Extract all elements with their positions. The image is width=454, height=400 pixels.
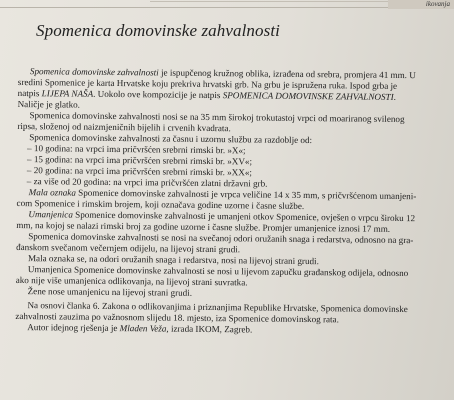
text-line: Žene nose umanjenicu na lijevoj strani grudi.: [27, 286, 193, 298]
text-line: ako nije više umanjenica odlikovanja, na lijevoj strani suvratka.: [15, 274, 248, 288]
text-line: Umanjenica Spomenice domovinske zahvalnosti se nosi u lijevom zapučku građanskog odijela, odnosno: [27, 264, 409, 279]
text-line: Spomenica domovinske zahvalnosti za časnu i uzornu službu za razdoblje od:: [29, 132, 313, 146]
text-line: Mala oznaka se, na odori oružanih snaga i redarstva, nosi na lijevoj strani grudi.: [27, 253, 319, 267]
header-rule: [0, 7, 454, 8]
list-item: – 10 godina: na vrpci ima pričvršćen srebrni rimski br. »X«;: [27, 143, 246, 156]
text-line: mm, na kojoj se nalazi rimski broj za godine uzorne i časne službe. Promjer umanjenice iznosi 17 mm.: [16, 219, 391, 234]
text-line: Spomenica domovinske zahvalnosti se nosi na svečanoj odori oružanih snaga i redarstva, odnosno na gra-: [28, 231, 414, 246]
text-line: com Spomenice i rimskim brojem, koji označava godine uzorne i časne službe.: [16, 197, 305, 212]
list-item: – 15 godina: na vrpci ima pričvršćen srebrni rimski br. »XV«;: [26, 154, 253, 167]
list-item: – 20 godina: na vrpci ima pričvršćen srebrni rimski br. »XX«;: [26, 165, 252, 178]
text-line: ripsa, složenoj od naizmjeničnih bijelih i crvenih kvadrata.: [17, 120, 231, 134]
text-line: Spomenica domovinske zahvalnosti je ispupčenog kružnog oblika, izrađena od srebra, promjera 41 mm. U: [29, 66, 416, 81]
text-line: natpis LIJEPA NAŠA. Uokolo ove kompozicije je natpis SPOMENICA DOMOVINSKE ZAHVALNOSTI.: [17, 87, 396, 102]
running-header: ikovanja: [388, 0, 454, 9]
text-line: đanskom svečanom večernjem odijelu, na lijevoj strani grudi.: [16, 241, 241, 255]
list-item: – za više od 20 godina: na vrpci ima pričvršćen zlatni državni grb.: [26, 176, 268, 189]
text-line: zahvalnosti zauzima po važnosnom slijedu 18. mjesto, iza Spomenice domovinskog rata.: [15, 310, 339, 325]
page-title: Spomenica domovinske zahvalnosti: [36, 21, 280, 40]
text-line: sredini Spomenice je karta Hrvatske koju prekriva hrvatski grb. Na grbu je ispružena ruka. Ispod grba je: [17, 76, 398, 91]
body-text: [15, 66, 446, 337]
text-line: Mala oznaka Spomenice domovinske zahvalnosti je vrpca veličine 14 x 35 mm, s pričvršćenom umanjeni-: [28, 187, 417, 202]
text-line: Naličje je glatko.: [17, 98, 81, 110]
text-line: Umanjenica Spomenice domovinske zahvalnosti je umanjeni otkov Spomenice, ovješen o vrpcu široku 12: [28, 209, 416, 224]
text-line: Na osnovi članka 6. Zakona o odlikovanjima i priznanjima Republike Hrvatske, Spomenica domovinske: [27, 300, 408, 315]
text-line: Spomenica domovinske zahvalnosti nosi se na 35 mm širokoj trokutastoj vrpci od moariranog svilenog: [29, 110, 405, 125]
text-line: Autor idejnog rješenja je Mladen Veža, izrada IKOM, Zagreb.: [27, 322, 253, 335]
